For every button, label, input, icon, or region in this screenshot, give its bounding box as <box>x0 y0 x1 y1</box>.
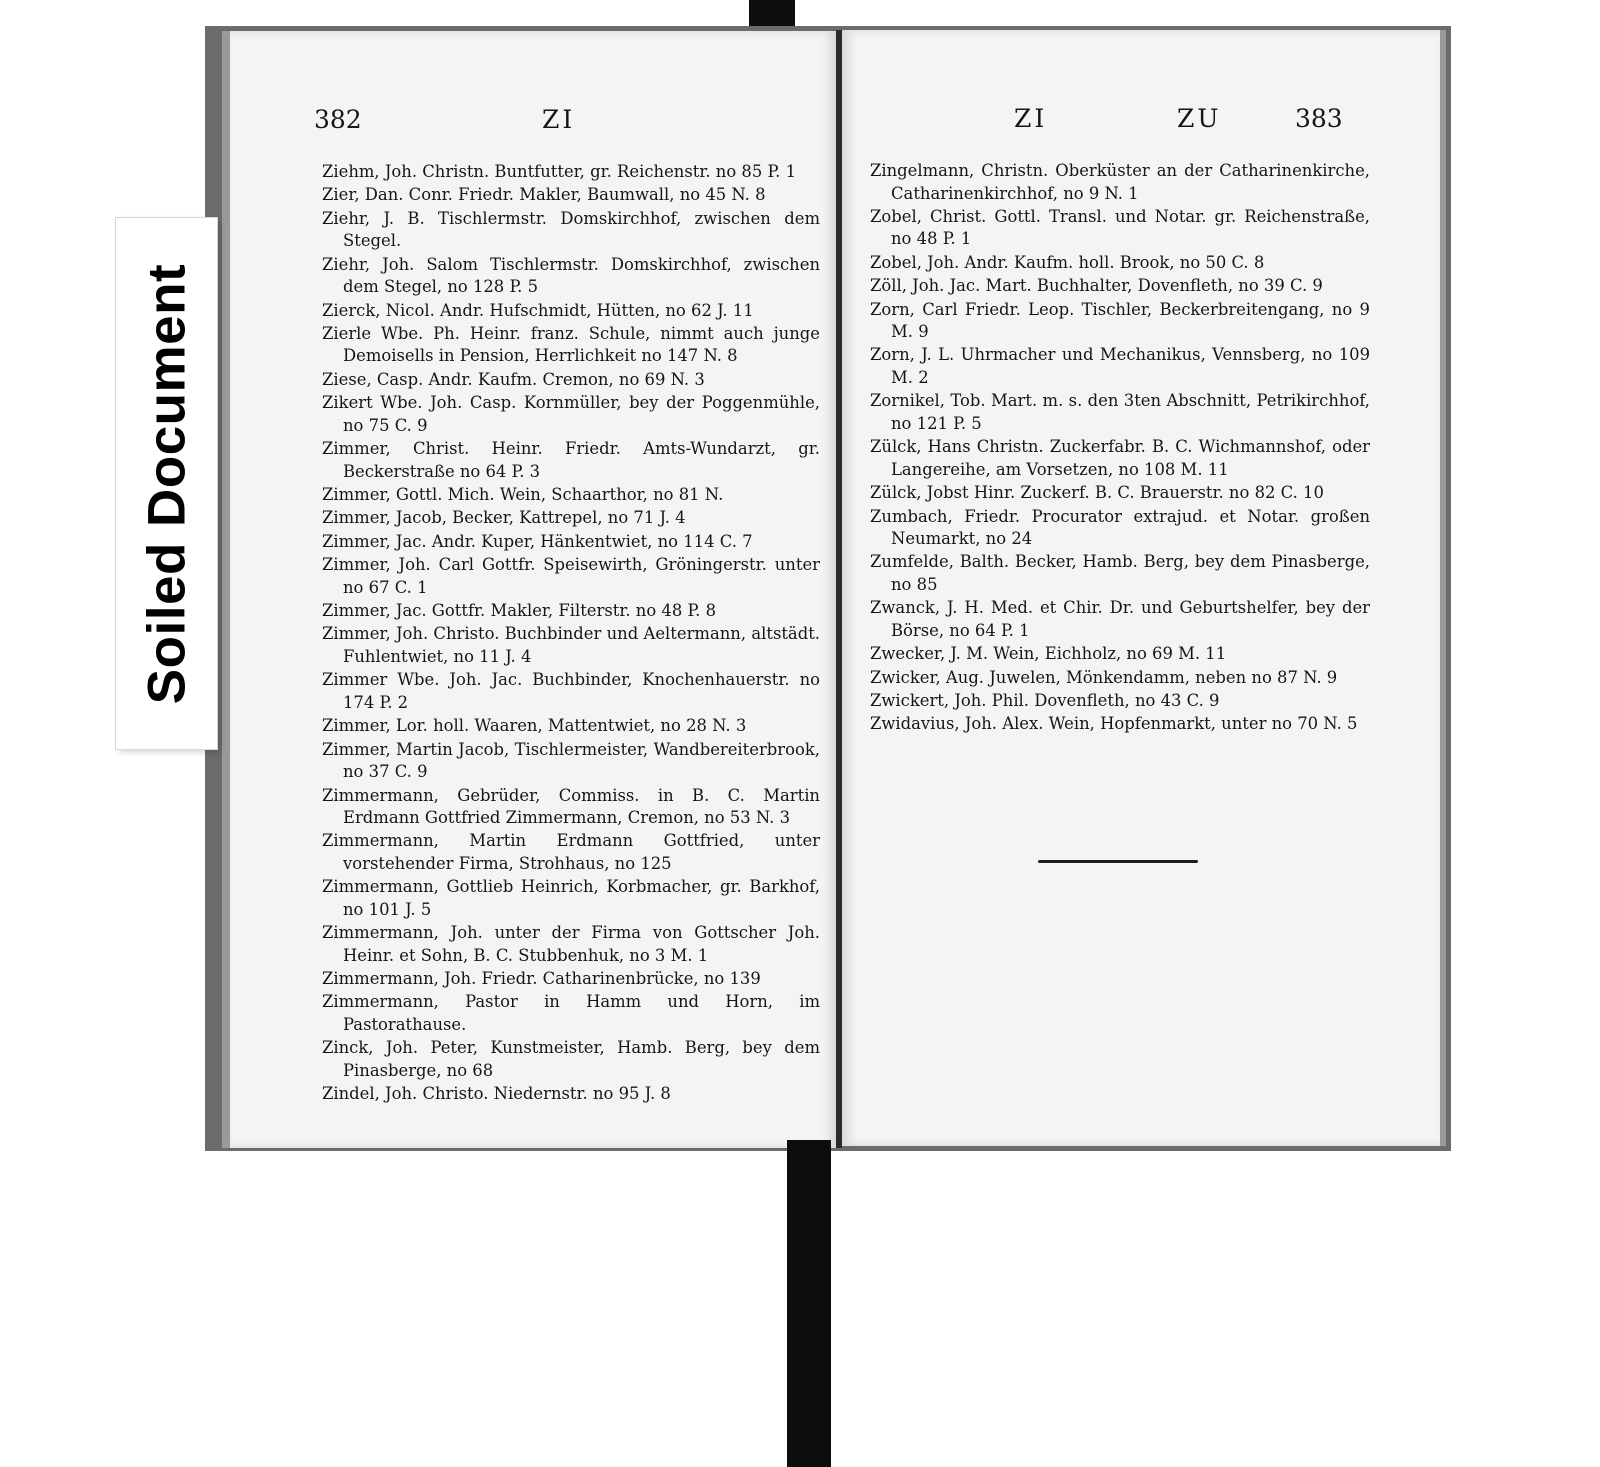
directory-entry: Zwicker, Aug. Juwelen, Mönkendamm, neben no 87 N. 9 <box>870 667 1338 687</box>
right-page-header <box>842 104 1440 144</box>
directory-entry: Zimmermann, Pastor in Hamm und Horn, im Pastorathause. <box>322 992 820 1034</box>
directory-entry: Zimmer, Jac. Andr. Kuper, Hänkentwiet, no 114 C. 7 <box>322 531 753 551</box>
directory-entry: Zimmer, Jac. Gottfr. Makler, Filterstr. no 48 P. 8 <box>322 601 717 621</box>
left-page-header <box>230 105 836 145</box>
directory-entry: Zwickert, Joh. Phil. Dovenfleth, no 43 C. 9 <box>870 690 1220 710</box>
right-section-heading-1: ZI <box>1014 104 1048 133</box>
directory-entry: Zimmer Wbe. Joh. Jac. Buchbinder, Knochenhauerstr. no 174 P. 2 <box>322 670 820 712</box>
directory-entry: Zorn, Carl Friedr. Leop. Tischler, Beckerbreitengang, no 9 M. 9 <box>870 299 1370 342</box>
end-rule <box>1038 860 1198 863</box>
directory-entry: Zimmermann, Martin Erdmann Gottfried, unter vorstehender Firma, Strohhaus, no 125 <box>322 831 820 873</box>
directory-entry: Zimmer, Lor. holl. Waaren, Mattentwiet, no 28 N. 3 <box>322 716 747 736</box>
directory-entry: Zimmer, Joh. Carl Gottfr. Speisewirth, Gröningerstr. unter no 67 C. 1 <box>322 555 820 597</box>
directory-entry: Zimmer, Joh. Christo. Buchbinder und Aeltermann, altstädt. Fuhlentwiet, no 11 J. 4 <box>322 624 820 666</box>
directory-entry: Zikert Wbe. Joh. Casp. Kornmüller, bey der Poggenmühle, no 75 C. 9 <box>322 393 820 435</box>
directory-entry: Zwecker, J. M. Wein, Eichholz, no 69 M. 11 <box>870 644 1227 664</box>
directory-entry: Zimmermann, Gebrüder, Commiss. in B. C. Martin Erdmann Gottfried Zimmermann, Cremon, no 53 N. 3 <box>322 785 820 828</box>
directory-entry: Ziehr, J. B. Tischlermstr. Domskirchhof, zwischen dem Stegel. <box>322 208 820 251</box>
directory-entry: Zöll, Joh. Jac. Mart. Buchhalter, Dovenfleth, no 39 C. 9 <box>870 276 1323 296</box>
directory-entry: Zülck, Hans Christn. Zuckerfabr. B. C. Wichmannshof, oder Langereihe, am Vorsetzen, no 108 M. 11 <box>870 437 1370 479</box>
soiled-document-label <box>116 218 217 749</box>
directory-entry: Zierck, Nicol. Andr. Hufschmidt, Hütten, no 62 J. 11 <box>322 300 754 320</box>
directory-entry: Ziehr, Joh. Salom Tischlermstr. Domskirchhof, zwischen dem Stegel, no 128 P. 5 <box>322 254 820 297</box>
directory-entry: Zülck, Jobst Hinr. Zuckerf. B. C. Brauerstr. no 82 C. 10 <box>870 483 1324 503</box>
directory-entry: Zierle Wbe. Ph. Heinr. franz. Schule, nimmt auch junge Demoisells in Pension, Herrlichkeit no 147 N. 8 <box>322 323 820 366</box>
left-entry-list <box>322 161 820 1107</box>
directory-entry: Ziehm, Joh. Christn. Buntfutter, gr. Reichenstr. no 85 P. 1 <box>322 162 797 181</box>
directory-entry: Zumfelde, Balth. Becker, Hamb. Berg, bey dem Pinasberge, no 85 <box>870 552 1370 594</box>
right-page <box>842 30 1446 1146</box>
bookmark-ribbon-bottom <box>787 1140 831 1467</box>
directory-entry: Zimmermann, Joh. unter der Firma von Gottscher Joh. Heinr. et Sohn, B. C. Stubbenhuk, no 3 M. 1 <box>322 923 820 965</box>
right-section-heading-2: ZU <box>1177 104 1222 133</box>
directory-entry: Ziese, Casp. Andr. Kaufm. Cremon, no 69 N. 3 <box>322 369 705 389</box>
right-entry-list <box>870 160 1370 737</box>
directory-entry: Zimmermann, Joh. Friedr. Catharinenbrücke, no 139 <box>322 969 761 989</box>
directory-entry: Zorn, J. L. Uhrmacher und Mechanikus, Vennsberg, no 109 M. 2 <box>870 345 1370 387</box>
directory-entry: Zobel, Christ. Gottl. Transl. und Notar. gr. Reichenstraße, no 48 P. 1 <box>870 206 1370 249</box>
left-section-heading: ZI <box>542 105 576 134</box>
directory-entry: Zimmermann, Gottlieb Heinrich, Korbmacher, gr. Barkhof, no 101 J. 5 <box>322 877 820 919</box>
right-page-number: 383 <box>1295 104 1343 133</box>
directory-entry: Zornikel, Tob. Mart. m. s. den 3ten Abschnitt, Petrikirchhof, no 121 P. 5 <box>870 391 1370 433</box>
directory-entry: Zinck, Joh. Peter, Kunstmeister, Hamb. Berg, bey dem Pinasberge, no 68 <box>322 1038 820 1080</box>
directory-entry: Zier, Dan. Conr. Friedr. Makler, Baumwall, no 45 N. 8 <box>322 185 766 205</box>
directory-entry: Zindel, Joh. Christo. Niedernstr. no 95 J. 8 <box>322 1084 671 1104</box>
directory-entry: Zwidavius, Joh. Alex. Wein, Hopfenmarkt, unter no 70 N. 5 <box>870 714 1358 734</box>
directory-entry: Zobel, Joh. Andr. Kaufm. holl. Brook, no 50 C. 8 <box>870 252 1265 272</box>
directory-entry: Zwanck, J. H. Med. et Chir. Dr. und Geburtshelfer, bey der Börse, no 64 P. 1 <box>870 598 1370 640</box>
directory-entry: Zimmer, Jacob, Becker, Kattrepel, no 71 J. 4 <box>322 508 686 528</box>
left-page <box>222 31 836 1148</box>
directory-entry: Zingelmann, Christn. Oberküster an der Catharinenkirche, Catharinenkirchhof, no 9 N. 1 <box>870 161 1370 203</box>
label-text: Soiled Document <box>137 263 196 704</box>
directory-entry: Zimmer, Gottl. Mich. Wein, Schaarthor, no 81 N. <box>322 485 724 505</box>
left-page-number: 382 <box>314 105 362 134</box>
directory-entry: Zimmer, Martin Jacob, Tischlermeister, Wandbereiterbrook, no 37 C. 9 <box>322 739 820 782</box>
directory-entry: Zumbach, Friedr. Procurator extrajud. et Notar. großen Neumarkt, no 24 <box>870 506 1370 549</box>
directory-entry: Zimmer, Christ. Heinr. Friedr. Amts-Wundarzt, gr. Beckerstraße no 64 P. 3 <box>322 439 820 481</box>
